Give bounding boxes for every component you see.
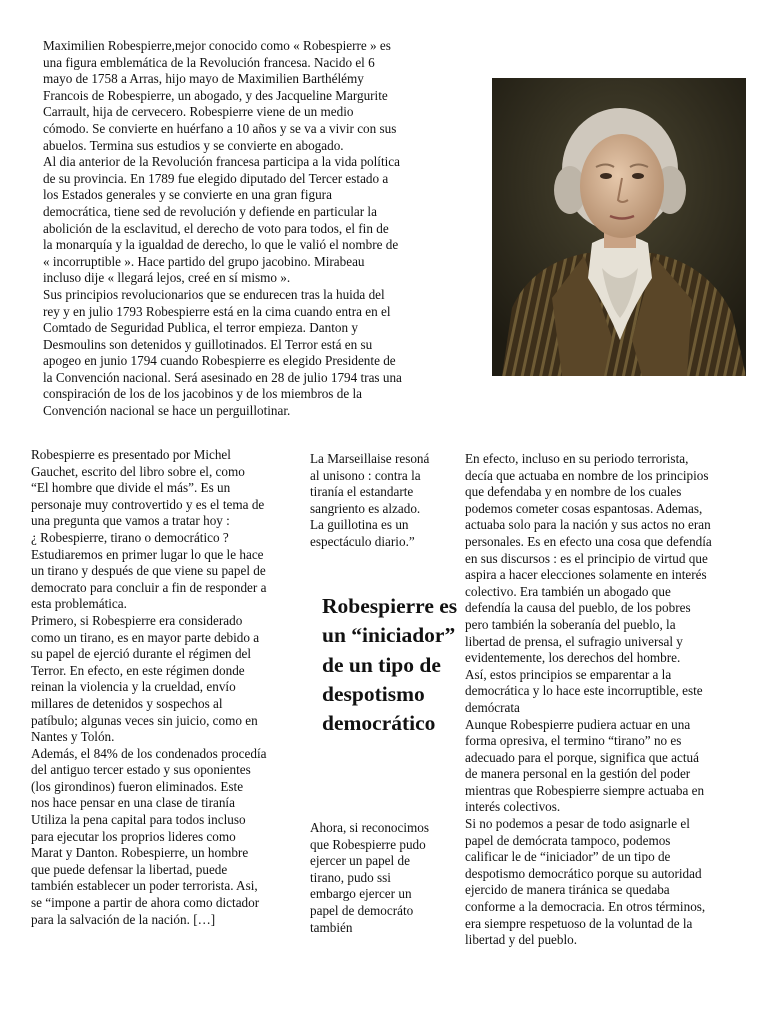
pull-quote-heading: Robespierre es un “iniciador” de un tipo de despotismo democrático bbox=[322, 594, 458, 736]
column-3-text: En efecto, incluso en su periodo terrorista, decía que actuaba en nombre de los principios que defendaba y en nombre de los cuales podemos cometer cosas espantosas. Ademas, actuaba solo para la nación y sus actos no eran personales. Es en efecto una cosa que defendía en sus discursos : es el principio de virtud que aspira a hacer elecciones solamente en interés colectivo. Era también un abogado que defendía la causa del pueblo, de los pobres pero también la soberanía del pueblo, la libertad de prensa, el sufragio universal y evidentemente, los derechos del hombre. Así, estos principios se emparentar a la democrática y lo hace este incorruptible, este demócrata Aunque Robespierre pudiera actuar en una forma opresiva, el termino “tirano” no es adecuado para el porque, significa que actuá de manera personal en la gestión del poder mientras que Robespierre siempre actuaba en interés colectivos. Si no podemos a pesar de todo asignarle el papel de demócrata tampoco, podemos calificar le de “iniciador” de un tipo de despotismo democrático porque su autoridad ejercido de manera tiránica se quedaba conforme a la democracia. En otros términos, era siempre respetuoso de la voluntad de la libertad y del pueblo. bbox=[465, 451, 712, 948]
column-2-text: Ahora, si reconocimos que Robespierre pudo ejercer un papel de tirano, pudo ssi embargo ejercer un papel de democráto también bbox=[310, 820, 430, 935]
column-1-text: Robespierre es presentado por Michel Gauchet, escrito del libro sobre el, como “El hombre que divide el más”. Es un personaje muy controvertido y es el tema de una pregunta que vamos a tratar hoy : ¿ Robespierre, tirano o democrático ? Estudiaremos en primer lugar lo que le hace un tirano y después de que viene su papel de democrato para concluir a fin de responder a esta problemática. Primero, si Robespierre era considerado como un tirano, es en mayor parte debido a su papel de ejerció durante el régimen del Terror. En efecto, en este régimen donde reinan la violencia y la crueldad, envío millares de detenidos y sospechos al patíbulo; algunas veces sin juicio, como en Nantes y Tolón. Además, el 84% de los condenados procedía del antiguo tercer estado y sus oponientes (los girondinos) fueron eliminados. Este nos hace pensar en una clase de tiranía Utiliza la pena capital para todos incluso para ejecutar los proprios lideres como Marat y Danton. Robespierre, un hombre que puede defensar la libertad, puede también establecer un poder terrorista. Asi, se “impone a partir de ahora como dictador para la salvación de la nación. […] bbox=[31, 447, 267, 927]
robespierre-portrait-icon bbox=[492, 78, 746, 376]
intro-paragraph: Maximilien Robespierre,mejor conocido como « Robespierre » es una figura emblemática de la Revolución francesa. Nacido el 6 mayo de 1758 a Arras, hijo mayo de Maximilien Barthélémy Francois de Robespierre, un abogado, y des Jacqueline Margurite Carrault, hija de cervecero. Robespierre viene de un medio cómodo. Se convierte en huérfano a 10 años y se va a vivir con sus abuelos. Termina sus estudios y se convierte en abogado. Al dia anterior de la Revolución francesa participa a la vida política de su provincia. En 1789 fue elegido diputado del Tercer estado a los Estados generales y se convierte en una gran figura democrática, tiene sed de revolución y defiende en particular la abolición de la esclavitud, el derecho de voto para todos, el fin de la monarquía y la igualdad de derecho, lo que le valió el nombre de « incorruptible ». Hace partido del grupo jacobino. Mirabeau incluso dije « llegará lejos, creé en sí mismo ». Sus principios revolucionarios que se endurecen tras la huida del rey y en julio 1793 Robespierre está en la cima cuando entra en el Comtado de Seguridad Publica, el terror empieza. Danton y Desmoulins son detenidos y guillotinados. El Terror está en su apogeo en junio 1794 cuando Robespierre es elegido Presidente de la Convención nacional. Será asesinado en 28 de julio 1794 tras una conspiración de los de los jacobinos y de los miembros de la Convención nacional se hace un perguillotinar. bbox=[43, 38, 402, 419]
marseillaise-quote: La Marseillaise resoná al unisono : contra la tiranía el estandarte sangriento es alzado. La guillotina es un espectáculo diario.” bbox=[310, 451, 430, 549]
